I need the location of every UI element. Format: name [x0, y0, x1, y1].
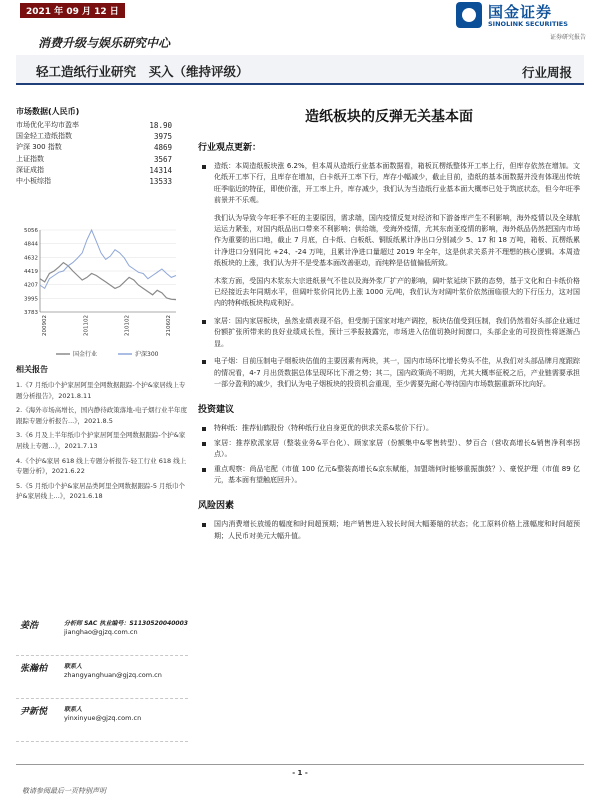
y-tick-label: 4419	[24, 269, 38, 276]
brand-name-cn: 国金证券	[488, 3, 553, 21]
research-center: 消费升级与娱乐研究中心	[38, 36, 171, 50]
analyst-email[interactable]: yinxinyue@gjzq.com.cn	[64, 714, 142, 722]
headline: 造纸板块的反弹无关基本面	[305, 109, 473, 125]
invest-item-home: 家居：推荐欧派家居（整装业务&平台化）、顾家家居（份额集中&零售转型）、梦百合（营收高增长&销售净利率拐点）。	[198, 438, 580, 461]
y-tick-label: 5056	[24, 228, 38, 234]
market-label: 国金轻工造纸指数	[16, 132, 72, 141]
related-report-item: 4.《个护&家居 618 线上专题分析报告-轻工行业 618 线上专题分析》，2021.6.22	[16, 456, 187, 476]
disclaimer: 敬请参阅最后一页特别声明	[22, 787, 106, 795]
report-type: 行业周报	[521, 65, 572, 80]
market-value: 18.90	[149, 121, 172, 130]
market-data-heading: 市场数据(人民币)	[16, 107, 80, 116]
analyst-entry	[16, 702, 188, 742]
market-row	[16, 165, 186, 176]
market-row	[16, 131, 186, 142]
x-tick-label: 210102	[124, 315, 131, 336]
y-tick-label: 4207	[24, 282, 38, 289]
analyst-role: 联系人	[64, 706, 83, 713]
y-tick-label: 3783	[24, 310, 38, 316]
footer-divider	[16, 764, 584, 765]
market-label: 深证成指	[16, 165, 44, 174]
market-value: 4869	[153, 143, 172, 153]
market-value: 3975	[153, 132, 172, 142]
related-reports	[16, 364, 188, 506]
logo-icon	[456, 2, 482, 28]
title-band	[16, 55, 584, 85]
analyst-name: 张瀚柏	[20, 664, 48, 674]
brand-subtitle: 证券研究报告	[549, 34, 586, 41]
market-label: 市场优化平均市盈率	[16, 121, 79, 129]
paragraph-reason: 我们认为导致今年旺季不旺的主要原因，需求端，国内疫情反复对经济和下游备库产生不利影响，海外疫情以及全球航运运力紧张，对国内纸品出口带来不利影响；供给端，受海外疫情，尤其东南亚疫情的影响，海外纸品仍然把国内市场作为重要的出口地，截止 7 月底，白卡纸、白板纸、铜版纸累计净出口分别减少 5、17 和 18 万吨，箱板、瓦楞纸累计净进口分别同比 +24、-24 万吨，且累计净进口量超过 2019 年全年，这是供求关系并不理想的核心逻辑。本周造纸板块的上涨，我们认为并不是受基本面改善驱动，而纯粹是估值偏低所致。	[214, 213, 580, 268]
main-content	[198, 100, 580, 548]
series-line	[40, 230, 176, 288]
market-label: 中小板综指	[16, 177, 51, 186]
analyst-role: 联系人	[64, 663, 83, 670]
report-date: 2021 年 09 月 12 日	[20, 3, 125, 18]
market-row	[16, 154, 186, 165]
x-tick-label: 200902	[42, 315, 48, 336]
section-invest: 投资建议	[198, 405, 235, 416]
legend-label: 国金行业	[73, 351, 98, 358]
related-reports-heading: 相关报告	[16, 365, 48, 374]
market-row	[16, 142, 186, 153]
market-value: 14314	[149, 165, 172, 175]
legend-label: 沪深300	[135, 351, 159, 358]
paragraph-ecig: 电子烟：目前压制电子烟板块估值的主要因素有两块，其一，国内市场环比增长势头不佳，从我们对头部品牌月度跟踪的情况看，4-7 月出货数据总体呈现环比下滑之势；其二，国内政策尚不明朗，尤其大概率征税之后，产业链需要承担一部分盈利的减少，我们认为电子烟板块的投资机会重现，至少需要先耐心等待国内市场数据重新环比向好。	[198, 356, 580, 390]
y-tick-label: 4632	[24, 255, 38, 262]
related-report-item: 2.《海外市场高增长，国内静待政策落地-电子烟行业半年度跟踪专题分析报告...》，2021.8.5	[16, 406, 188, 425]
invest-item-watch: 重点观察：尚品宅配（市值 100 亿元&整装高增长&京东赋能，加盟端何时能够重振旗鼓？）、豪悦护理（市值 89 亿元，基本面有望触底回升）。	[198, 464, 580, 487]
market-row	[16, 120, 186, 131]
paragraph-paper: 造纸：本周造纸板块涨 6.2%，但本周从造纸行业基本面数据看，箱板瓦楞纸整体开工率上行，但库存依然在增加。文化纸开工率下行，且库存在增加，白卡纸开工率下行，库存小幅减少，截止目前，造纸的基本面数据并没有体现出传统旺季临近的特征，即使价涨，开工率上升，库存减少，我们认为当造纸行业基本面大概率已处于筑底状态，但今年旺季前景并不乐观。	[198, 161, 580, 207]
analyst-role: 分析师 SAC 执业编号：S1130520040003	[64, 620, 188, 627]
x-tick-label: 210602	[166, 315, 172, 336]
brand-logo	[456, 0, 586, 40]
analyst-name: 尹新悦	[20, 707, 48, 717]
x-tick-label: 201102	[83, 315, 90, 336]
index-chart-svg	[16, 222, 184, 362]
analyst-email[interactable]: jianghao@gjzq.com.cn	[64, 628, 138, 636]
section-risk: 风险因素	[198, 501, 235, 512]
related-report-item: 3.《6 月及上半年纸巾个护家居阿里全网数据跟踪-个护&家居线上专题...》，2021.7.13	[16, 431, 186, 450]
section-industry-view: 行业观点更新：	[198, 143, 262, 153]
market-label: 上证指数	[16, 154, 44, 163]
analyst-name: 姜浩	[20, 621, 39, 631]
brand-name-en: SINOLINK SECURITIES	[488, 20, 568, 28]
paragraph-home: 家居：国内家居板块，虽然业绩表现不俗，但受制于国家对地产调控，板块估值受到压制，我们仍然看好头部企业通过份额扩张所带来的良好业绩成长性，预计三季报披露完，市场进入估值切换时间窗口，头部企业的可投资性将逐渐凸显。	[198, 316, 580, 350]
analysts-panel	[16, 616, 188, 745]
analyst-entry	[16, 659, 188, 699]
page-number: - 1 -	[292, 769, 308, 777]
series-line	[40, 263, 176, 300]
paragraph-pulp: 木浆方面，受国内木浆东大宗进纸景气不佳以及海外浆厂扩产的影响，阔叶浆延续下跌的态势，基于文化和白卡纸价格已经接近去年同期水平，但阔叶浆价同比仍上涨 1000 元/吨，我们认为对阔叶浆价依然面临很大的下行压力，这对国内的特种纸板块构成利好。	[214, 276, 580, 308]
related-report-item: 1.《7 月纸巾个护家居阿里全网数据跟踪-个护&家居线上专题分析报告》，2021.8.11	[16, 381, 186, 400]
index-chart	[16, 222, 184, 362]
market-value: 13533	[149, 177, 172, 187]
market-value: 3567	[153, 154, 172, 164]
market-label: 沪深 300 指数	[16, 143, 62, 152]
risk-text: 国内消费增长放缓的幅度和时间超预期；地产销售进入较长时间大幅萎缩的状态；化工原料价格上涨幅度和时间超预期；人民币对美元大幅升值。	[198, 519, 580, 542]
analyst-email[interactable]: zhangyanghuan@gjzq.com.cn	[64, 671, 162, 679]
analyst-entry	[16, 616, 188, 656]
y-tick-label: 4844	[24, 241, 38, 248]
related-report-item: 5.《5 月纸巾个护&家居品类阿里全网数据跟踪-5 月纸巾个护&家居线上...》，2021.6.18	[16, 481, 186, 501]
market-row	[16, 176, 186, 187]
industry-rating: 轻工造纸行业研究 买入（维持评级）	[36, 64, 249, 79]
market-data-panel	[16, 106, 186, 187]
invest-item-special-paper: 特种纸：推荐仙鹤股份（特种纸行业自身更优的供求关系&浆价下行）。	[198, 423, 580, 434]
y-tick-label: 3995	[24, 296, 38, 303]
